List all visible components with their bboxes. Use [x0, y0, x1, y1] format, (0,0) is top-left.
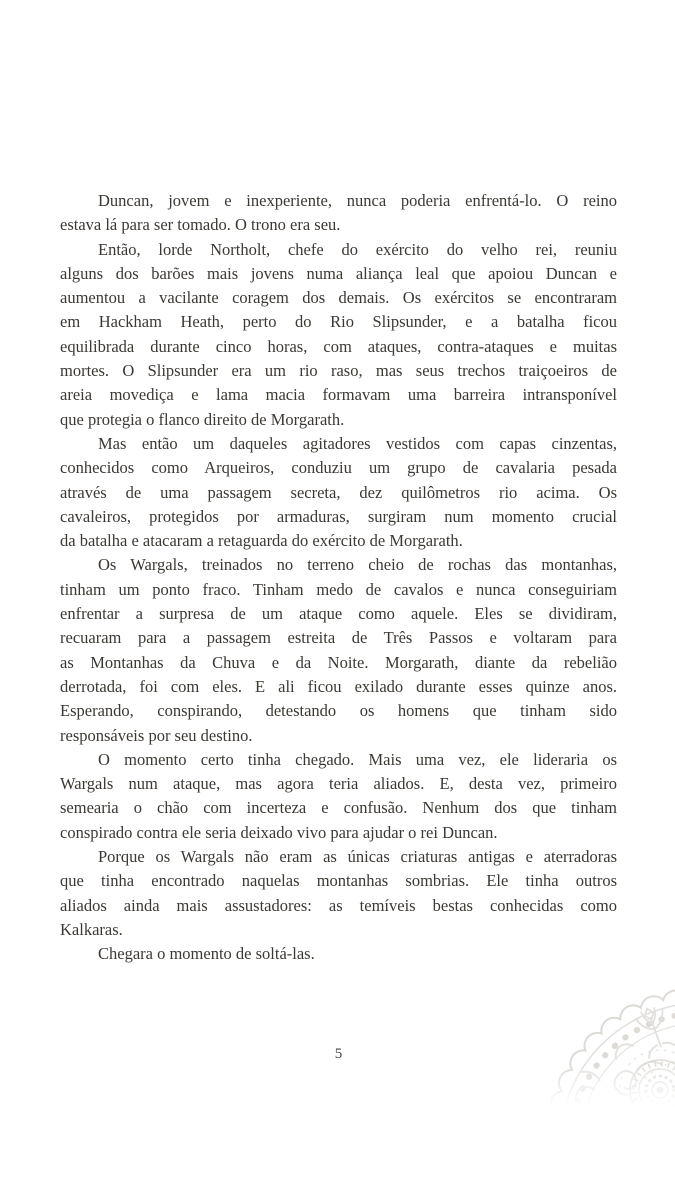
paragraph	[60, 189, 617, 238]
ornamental-medallion-watermark	[532, 975, 675, 1107]
text-line: Wargals num ataque, mas agora teria aliados. E, desta vez, primeiro	[60, 774, 617, 794]
paragraph	[60, 845, 617, 942]
text-line: responsáveis por seu destino.	[60, 725, 253, 745]
text-line: que protegia o flanco direito de Morgarath.	[60, 409, 345, 429]
text-line: equilibrada durante cinco horas, com ataques, contra-ataques e muitas	[60, 336, 617, 356]
text-line: as Montanhas da Chuva e da Noite. Morgarath, diante da rebelião	[60, 652, 617, 672]
page-number: 5	[334, 1046, 343, 1062]
text-line: em Hackham Heath, perto do Rio Slipsunder, e a batalha ficou	[60, 312, 617, 332]
text-line: aumentou a vacilante coragem dos demais. Os exércitos se encontraram	[60, 288, 617, 308]
text-line: enfrentar a surpresa de um ataque como aquele. Eles se dividiram,	[60, 604, 617, 624]
text-line: estava lá para ser tomado. O trono era seu.	[60, 215, 341, 235]
text-line: tinham um ponto fraco. Tinham medo de cavalos e nunca conseguiriam	[60, 579, 617, 599]
text-line: derrotada, foi com eles. E ali ficou exilado durante esses quinze anos.	[60, 676, 617, 696]
text-line: Mas então um daqueles agitadores vestidos com capas cinzentas,	[98, 433, 617, 453]
text-line: Chegara o momento de soltá-las.	[98, 944, 315, 964]
text-line: Kalkaras.	[60, 919, 123, 939]
medallion-icon	[532, 975, 675, 1107]
text-line: Porque os Wargals não eram as únicas criaturas antigas e aterradoras	[98, 847, 617, 867]
paragraph	[60, 748, 617, 845]
text-line: Duncan, jovem e inexperiente, nunca poderia enfrentá-lo. O reino	[98, 191, 617, 210]
text-line: Então, lorde Northolt, chefe do exército do velho rei, reuniu	[98, 239, 617, 259]
text-line: da batalha e atacaram a retaguarda do exército de Morgarath.	[60, 531, 463, 551]
text-line: que tinha encontrado naquelas montanhas sombrias. Ele tinha outros	[60, 871, 617, 891]
paragraph	[60, 553, 617, 747]
paragraph	[60, 942, 617, 966]
text-line: O momento certo tinha chegado. Mais uma vez, ele lideraria os	[98, 749, 617, 769]
page-text	[60, 189, 617, 967]
text-line: conhecidos como Arqueiros, conduziu um grupo de cavalaria pesada	[60, 458, 617, 478]
text-line: através de uma passagem secreta, dez quilômetros rio acima. Os	[60, 482, 617, 502]
text-line: recuaram para a passagem estreita de Três Passos e voltaram para	[60, 628, 617, 648]
text-line: cavaleiros, protegidos por armaduras, surgiram num momento crucial	[60, 506, 617, 526]
text-line: Os Wargals, treinados no terreno cheio de rochas das montanhas,	[98, 555, 617, 575]
text-line: mortes. O Slipsunder era um rio raso, mas seus trechos traiçoeiros de	[60, 361, 617, 381]
text-line: aliados ainda mais assustadores: as temíveis bestas conhecidas como	[60, 895, 617, 915]
text-line: alguns dos barões mais jovens numa aliança leal que apoiou Duncan e	[60, 263, 617, 283]
text-line: areia movediça e lama macia formavam uma barreira intransponível	[60, 385, 617, 405]
text-line: semearia o chão com incerteza e confusão. Nenhum dos que tinham	[60, 798, 617, 818]
text-line: conspirado contra ele seria deixado vivo para ajudar o rei Duncan.	[60, 822, 498, 842]
paragraph	[60, 432, 617, 553]
text-line: Esperando, conspirando, detestando os homens que tinham sido	[60, 701, 617, 721]
paragraph	[60, 238, 617, 432]
